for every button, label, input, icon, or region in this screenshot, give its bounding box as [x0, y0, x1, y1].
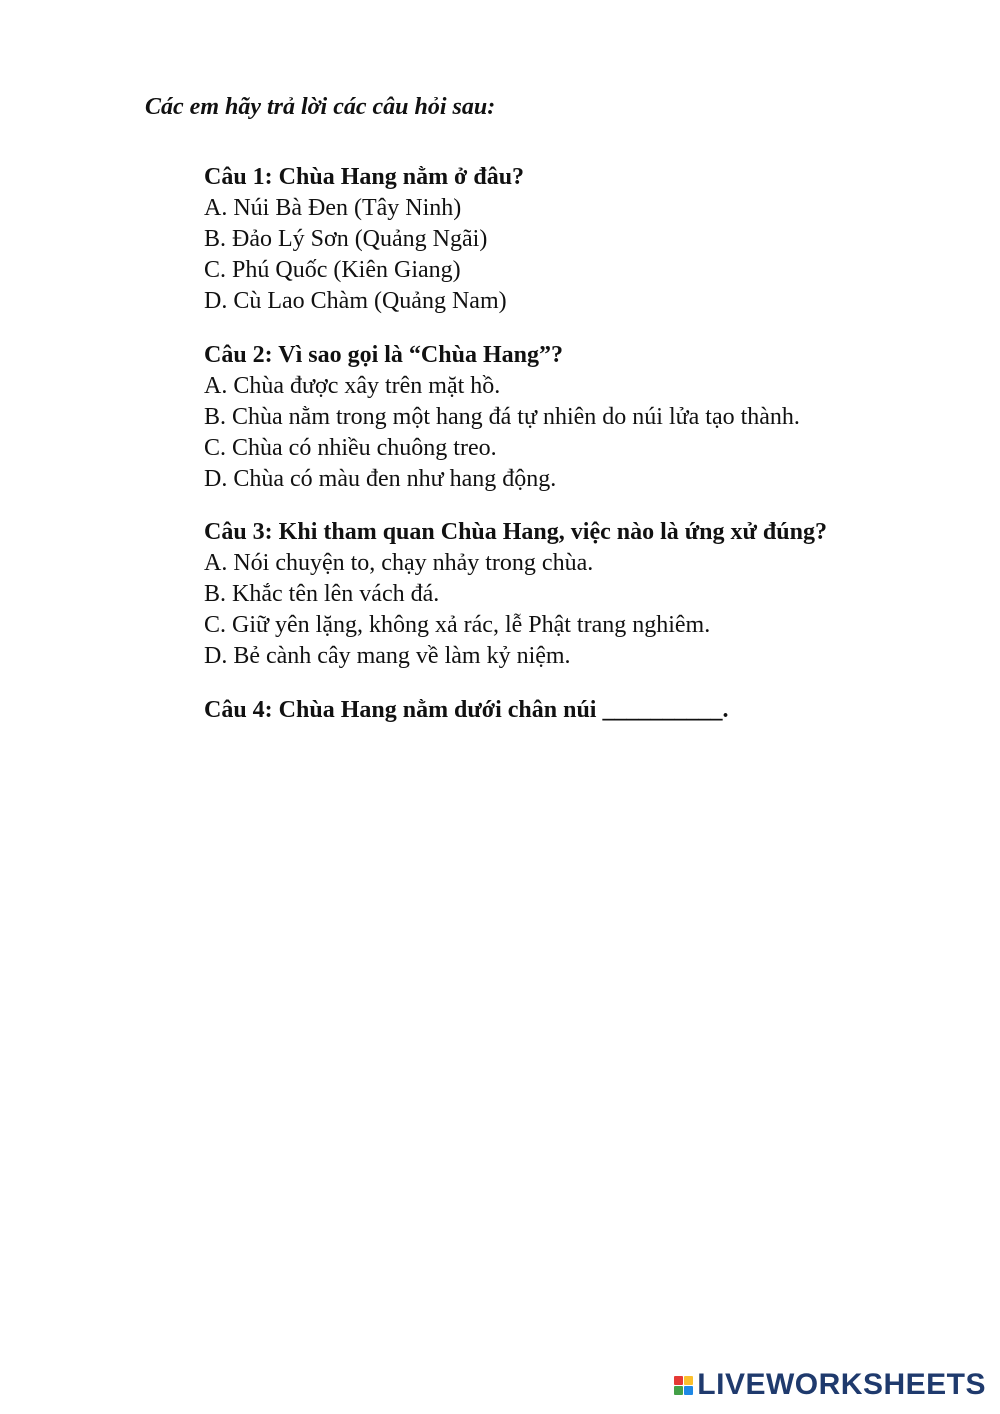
question-1-option-b: B. Đảo Lý Sơn (Quảng Ngãi) — [204, 226, 488, 252]
question-1-option-c: C. Phú Quốc (Kiên Giang) — [204, 257, 461, 283]
question-3 — [204, 517, 827, 672]
question-2-option-b: B. Chùa nằm trong một hang đá tự nhiên do núi lửa tạo thành. — [204, 404, 800, 430]
logo-square-blue — [684, 1386, 693, 1395]
logo-square-green — [674, 1386, 683, 1395]
question-4 — [204, 695, 728, 726]
question-2-option-c: C. Chùa có nhiều chuông treo. — [204, 435, 497, 461]
question-2-title: Câu 2: Vì sao gọi là “Chùa Hang”? — [204, 342, 563, 368]
question-1-option-a: A. Núi Bà Đen (Tây Ninh) — [204, 195, 462, 221]
instructions-heading: Các em hãy trả lời các câu hỏi sau: — [145, 94, 496, 120]
question-2 — [204, 340, 800, 495]
logo-text: LIVEWORKSHEETS — [697, 1368, 986, 1401]
question-2-option-a: A. Chùa được xây trên mặt hồ. — [204, 373, 501, 399]
question-3-option-d: D. Bẻ cành cây mang về làm kỷ niệm. — [204, 643, 571, 669]
logo-square-yellow — [684, 1376, 693, 1385]
logo-square-red — [674, 1376, 683, 1385]
question-3-title: Câu 3: Khi tham quan Chùa Hang, việc nào là ứng xử đúng? — [204, 519, 827, 545]
question-3-option-c: C. Giữ yên lặng, không xả rác, lễ Phật trang nghiêm. — [204, 612, 711, 638]
question-1 — [204, 162, 524, 317]
question-3-option-a: A. Nói chuyện to, chạy nhảy trong chùa. — [204, 550, 594, 576]
liveworksheets-logo — [674, 1368, 986, 1402]
question-1-option-d: D. Cù Lao Chàm (Quảng Nam) — [204, 288, 507, 314]
question-4-title: Câu 4: Chùa Hang nằm dưới chân núi __________. — [204, 697, 729, 723]
logo-mark-icon — [674, 1376, 693, 1395]
question-2-option-d: D. Chùa có màu đen như hang động. — [204, 466, 557, 492]
question-1-title: Câu 1: Chùa Hang nằm ở đâu? — [204, 164, 525, 190]
question-3-option-b: B. Khắc tên lên vách đá. — [204, 581, 440, 607]
